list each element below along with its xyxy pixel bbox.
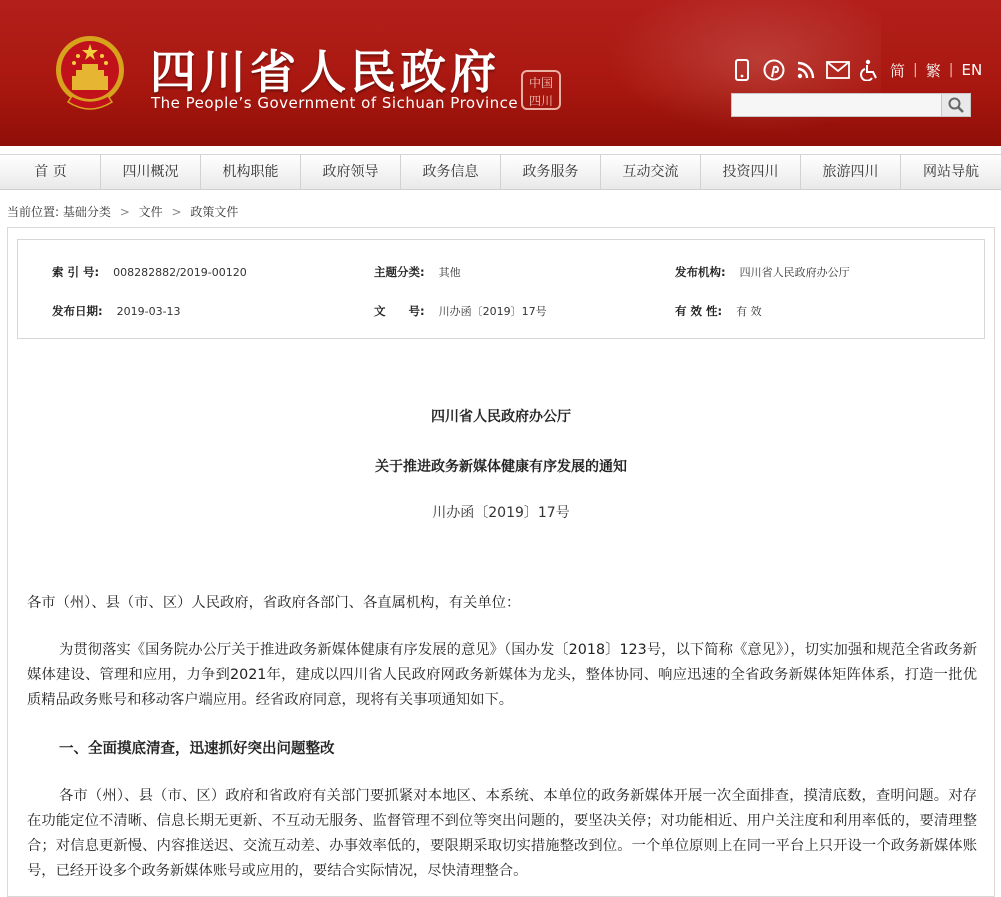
meta-validity-label: 有 效 性: xyxy=(675,304,723,318)
breadcrumb-item[interactable]: 政策文件 xyxy=(190,205,239,219)
section-heading: 一、全面摸底清查，迅速抓好突出问题整改 xyxy=(59,741,335,757)
meta-validity-value: 有 效 xyxy=(736,305,762,318)
meta-date xyxy=(52,303,181,319)
header-tools xyxy=(730,58,982,82)
section-body-paragraph: 各市（州）、县（市、区）政府和省政府有关部门要抓紧对本地区、本系统、本单位的政务新媒体开展一次全面排查，摸清底数，查明问题。对存在功能定位不清晰、信息长期无更新、不互动无服务、监督管理不到位等突出问题的，要坚决关停；对功能相近、用户关注度和利用率低的，要清理整合；对信息更新慢、内容推送迟、交流互动差、办事效率低的，要限期采取切实措施整改到位。一个单位原则上在同一平台上只开设一个政务新媒体账号，已经开设多个政务新媒体账号或应用的，要结合实际情况，尽快清理整合。 xyxy=(27,788,977,879)
meta-docno xyxy=(374,303,547,319)
lang-separator: | xyxy=(948,62,954,78)
lang-traditional[interactable]: 繁 xyxy=(925,61,941,80)
breadcrumb-item[interactable]: 基础分类 xyxy=(62,205,111,219)
nav-item-investment[interactable]: 投资四川 xyxy=(701,155,801,189)
breadcrumb-prefix: 当前位置: xyxy=(7,205,60,219)
meta-date-label: 发布日期: xyxy=(52,304,103,318)
meta-topic-value: 其他 xyxy=(438,266,461,279)
document-number: 川办函〔2019〕17号 xyxy=(432,505,570,521)
site-title-english[interactable]: The People’s Government of Sichuan Province xyxy=(151,94,519,112)
meta-topic xyxy=(374,264,461,280)
nav-item-institutions[interactable]: 机构职能 xyxy=(201,155,301,189)
meta-validity xyxy=(675,303,762,319)
meta-date-value: 2019-03-13 xyxy=(116,304,181,318)
breadcrumb xyxy=(7,203,238,220)
main-nav xyxy=(0,154,1001,190)
meta-publisher-value: 四川省人民政府办公厅 xyxy=(739,266,850,279)
accessibility-icon[interactable] xyxy=(858,58,882,82)
mobile-icon[interactable] xyxy=(730,58,754,82)
nav-item-tourism[interactable]: 旅游四川 xyxy=(801,155,901,189)
site-title[interactable]: 四川省人民政府 xyxy=(150,45,500,99)
document-issuer: 四川省人民政府办公厅 xyxy=(431,409,571,425)
national-emblem-icon[interactable] xyxy=(52,30,128,114)
site-header xyxy=(0,0,1001,146)
meta-docno-value: 川办函〔2019〕17号 xyxy=(438,305,547,318)
nav-item-home[interactable]: 首 页 xyxy=(1,155,101,189)
breadcrumb-separator: > xyxy=(171,205,182,219)
nav-item-services[interactable]: 政务服务 xyxy=(501,155,601,189)
search-box xyxy=(731,93,971,117)
mail-icon[interactable] xyxy=(826,58,850,82)
meta-index-value: 008282882/2019-00120 xyxy=(113,265,247,279)
search-button[interactable] xyxy=(941,94,970,116)
lang-english[interactable]: EN xyxy=(961,61,983,79)
seal-logo: 中国 四川 xyxy=(521,70,561,110)
document-salutation: 各市（州）、县（市、区）人民政府，省政府各部门、各直属机构，有关单位： xyxy=(27,595,521,611)
breadcrumb-separator: > xyxy=(119,205,130,219)
article-content xyxy=(7,227,995,897)
meta-index-label: 索 引 号: xyxy=(52,265,100,279)
document-title: 关于推进政务新媒体健康有序发展的通知 xyxy=(375,459,627,475)
lang-separator: | xyxy=(913,62,918,78)
meta-topic-label: 主题分类: xyxy=(374,265,425,279)
meta-publisher xyxy=(675,264,850,280)
meta-index xyxy=(52,264,247,280)
search-input[interactable] xyxy=(732,94,942,116)
nav-item-overview[interactable]: 四川概况 xyxy=(101,155,201,189)
lang-simplified[interactable]: 简 xyxy=(890,61,906,80)
breadcrumb-item[interactable]: 文件 xyxy=(138,205,163,219)
meta-publisher-label: 发布机构: xyxy=(675,265,726,279)
meta-docno-label: 文 号: xyxy=(374,304,425,318)
nav-item-news[interactable]: 政务信息 xyxy=(401,155,501,189)
nav-item-interaction[interactable]: 互动交流 xyxy=(601,155,701,189)
document-intro-paragraph: 为贯彻落实《国务院办公厅关于推进政务新媒体健康有序发展的意见》（国办发〔2018〕123号，以下简称《意见》），切实加强和规范全省政务新媒体建设、管理和应用，力争到2021年，建成以四川省人民政府网政务新媒体为龙头，整体协同、响应迅速的全省政务新媒体矩阵体系，打造一批优质精品政务账号和移动客户端应用。经省政府同意，现将有关事项通知如下。 xyxy=(27,642,977,708)
search-icon xyxy=(948,97,964,113)
rss-icon[interactable] xyxy=(794,58,818,82)
nav-item-sitemap[interactable]: 网站导航 xyxy=(922,164,979,180)
nav-item-leaders[interactable]: 政府领导 xyxy=(301,155,401,189)
document-metadata xyxy=(17,239,985,339)
pinterest-icon[interactable] xyxy=(762,58,786,82)
